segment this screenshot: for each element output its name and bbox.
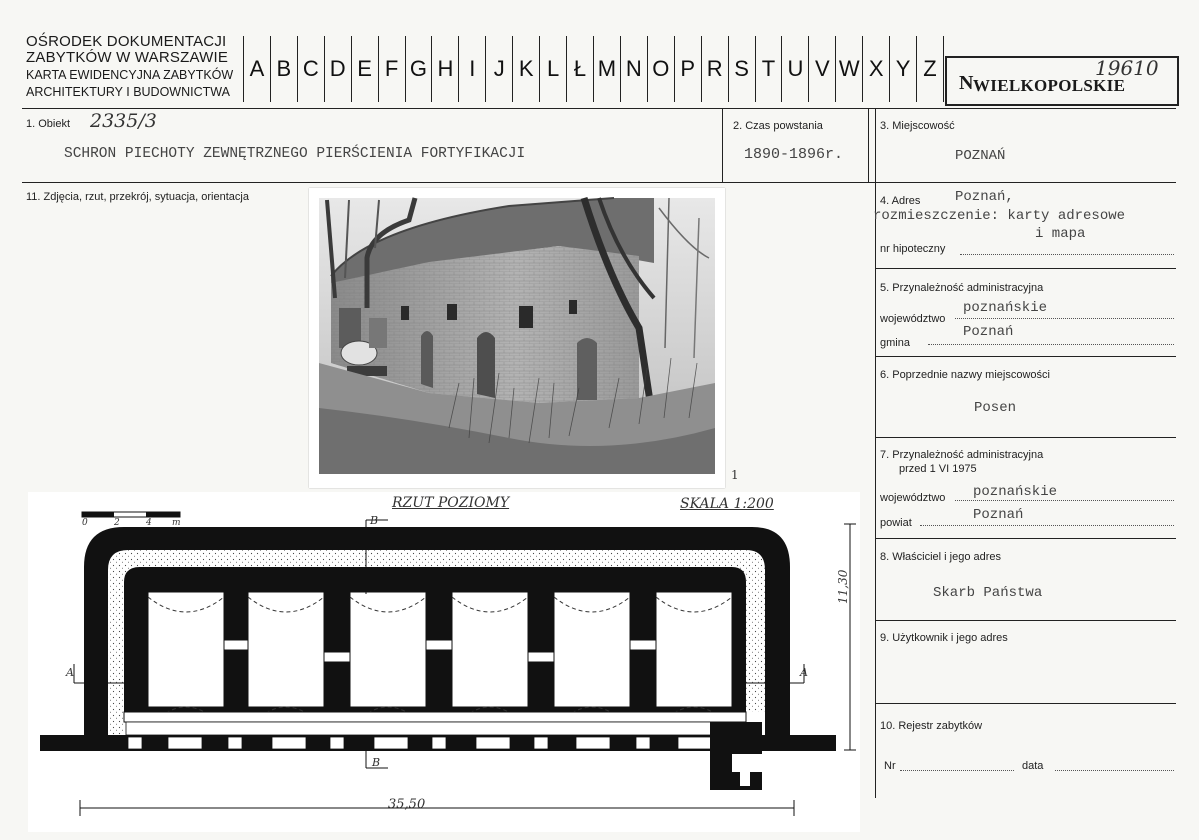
alphabet-letter-f: F [379,36,406,102]
rule-r7 [875,538,1176,539]
register-n-label: N [959,72,974,94]
scale-tick-4: 4 [146,518,152,528]
mortgage-number-line [960,254,1174,255]
register-box [945,56,1179,106]
floor-plan [28,492,860,832]
org-name-line2: ZABYTKÓW W WARSZAWIE [26,49,229,66]
rule-header [22,108,1176,109]
voivodeship-stamp: WIELKOPOLSKIE [973,76,1126,95]
alphabet-letter-u: U [782,36,809,102]
building-photo [309,188,739,488]
section-b-bottom: B [372,756,381,769]
voivodeship-1975-label: województwo [880,492,946,504]
alphabet-letter-z: Z [917,36,944,102]
alphabet-letter-a: A [244,36,271,102]
section-a-right: A [800,666,808,679]
admin-1975-sublabel: przed 1 VI 1975 [899,463,977,475]
admin-affiliation-label: 5. Przynależność administracyjna [880,282,1044,294]
alphabet-letter-o: O [648,36,675,102]
county-label: powiat [880,517,912,529]
alphabet-letter-i: I [459,36,486,102]
alphabet-letter-n: N [621,36,648,102]
card-type-line2: ARCHITEKTURY I BUDOWNICTWA [26,85,230,99]
county-line [920,525,1174,526]
register-number-label: Nr [884,760,896,772]
alphabet-letter-v: V [809,36,836,102]
org-name-line1: OŚRODEK DOKUMENTACJI [26,33,227,50]
address-location: rozmieszczenie: karty adresowe [873,208,1126,224]
object-name: SCHRON PIECHOTY ZEWNĘTRZNEGO PIERŚCIENIA FORTYFIKACJI [64,146,526,162]
photos-section-label: 11. Zdjęcia, rzut, przekrój, sytuacja, orientacja [26,191,249,203]
former-names-value: Posen [974,400,1017,416]
locality-value: POZNAŃ [955,148,1006,164]
rule-r9 [875,703,1176,704]
alphabet-letter-g: G [406,36,433,102]
mortgage-number-label: nr hipoteczny [880,243,946,255]
voivodeship-label: województwo [880,313,946,325]
floor-plan-drawing [28,492,860,832]
alphabet-letter-j: J [486,36,513,102]
scale-tick-0: 0 [82,518,88,528]
rule-r5 [875,356,1176,357]
rule-v2 [868,108,869,183]
alphabet-letter-m: M [594,36,621,102]
alphabet-letter-h: H [432,36,459,102]
rule-r8 [875,620,1176,621]
alphabet-letter-ł: Ł [567,36,594,102]
owner-label: 8. Właściciel i jego adres [880,551,1002,563]
voivodeship-line [955,318,1174,319]
construction-date: 1890-1896r. [744,146,844,163]
object-number: 2335/3 [90,110,157,132]
rule-v1 [722,108,723,183]
alphabet-index [243,36,944,102]
alphabet-letter-d: D [325,36,352,102]
register-date-line [1055,770,1174,771]
section-a-left: A [66,666,74,679]
voivodeship-1975-value: poznańskie [973,484,1058,500]
alphabet-letter-s: S [729,36,756,102]
commune-value: Poznań [963,324,1014,340]
alphabet-letter-e: E [352,36,379,102]
register-number: 19610 [1095,56,1159,80]
alphabet-letter-y: Y [890,36,917,102]
alphabet-letter-c: C [298,36,325,102]
commune-line [928,344,1174,345]
alphabet-letter-x: X [863,36,890,102]
alphabet-letter-k: K [513,36,540,102]
alphabet-letter-r: R [702,36,729,102]
object-label: 1. Obiekt [26,118,71,130]
scale-tick-2: 2 [114,518,120,528]
rule-r4 [875,268,1176,269]
width-dimension: 35,50 [388,797,426,812]
alphabet-letter-p: P [675,36,702,102]
photo-number: 1 [731,468,739,482]
register-label: 10. Rejestr zabytków [880,720,983,732]
voivodeship-1975-line [955,500,1174,501]
height-dimension: 11,30 [836,569,850,604]
address-location-cont: i mapa [1035,226,1086,242]
owner-value: Skarb Państwa [933,585,1043,601]
address-city: Poznań, [955,189,1014,205]
voivodeship-value: poznańskie [963,300,1048,316]
former-names-label: 6. Poprzednie nazwy miejscowości [880,369,1050,381]
rule-row1 [22,182,1176,183]
alphabet-letter-b: B [271,36,298,102]
commune-label: gmina [880,337,910,349]
section-b-top: B [370,514,379,527]
county-value: Poznań [973,507,1024,523]
register-number-line [900,770,1014,771]
admin-1975-label: 7. Przynależność administracyjna [880,449,1044,461]
address-label: 4. Adres [880,195,921,207]
user-label: 9. Użytkownik i jego adres [880,632,1008,644]
locality-label: 3. Miejscowość [880,120,955,132]
scale-unit: m [172,518,181,528]
plan-title: RZUT POZIOMY [392,495,510,511]
register-date-label: data [1022,760,1044,772]
alphabet-letter-t: T [756,36,783,102]
card-type-line1: KARTA EWIDENCYJNA ZABYTKÓW [26,68,234,82]
construction-date-label: 2. Czas powstania [733,120,823,132]
rule-r6 [875,437,1176,438]
plan-scale: SKALA 1:200 [680,496,774,512]
alphabet-letter-w: W [836,36,863,102]
alphabet-letter-l: L [540,36,567,102]
